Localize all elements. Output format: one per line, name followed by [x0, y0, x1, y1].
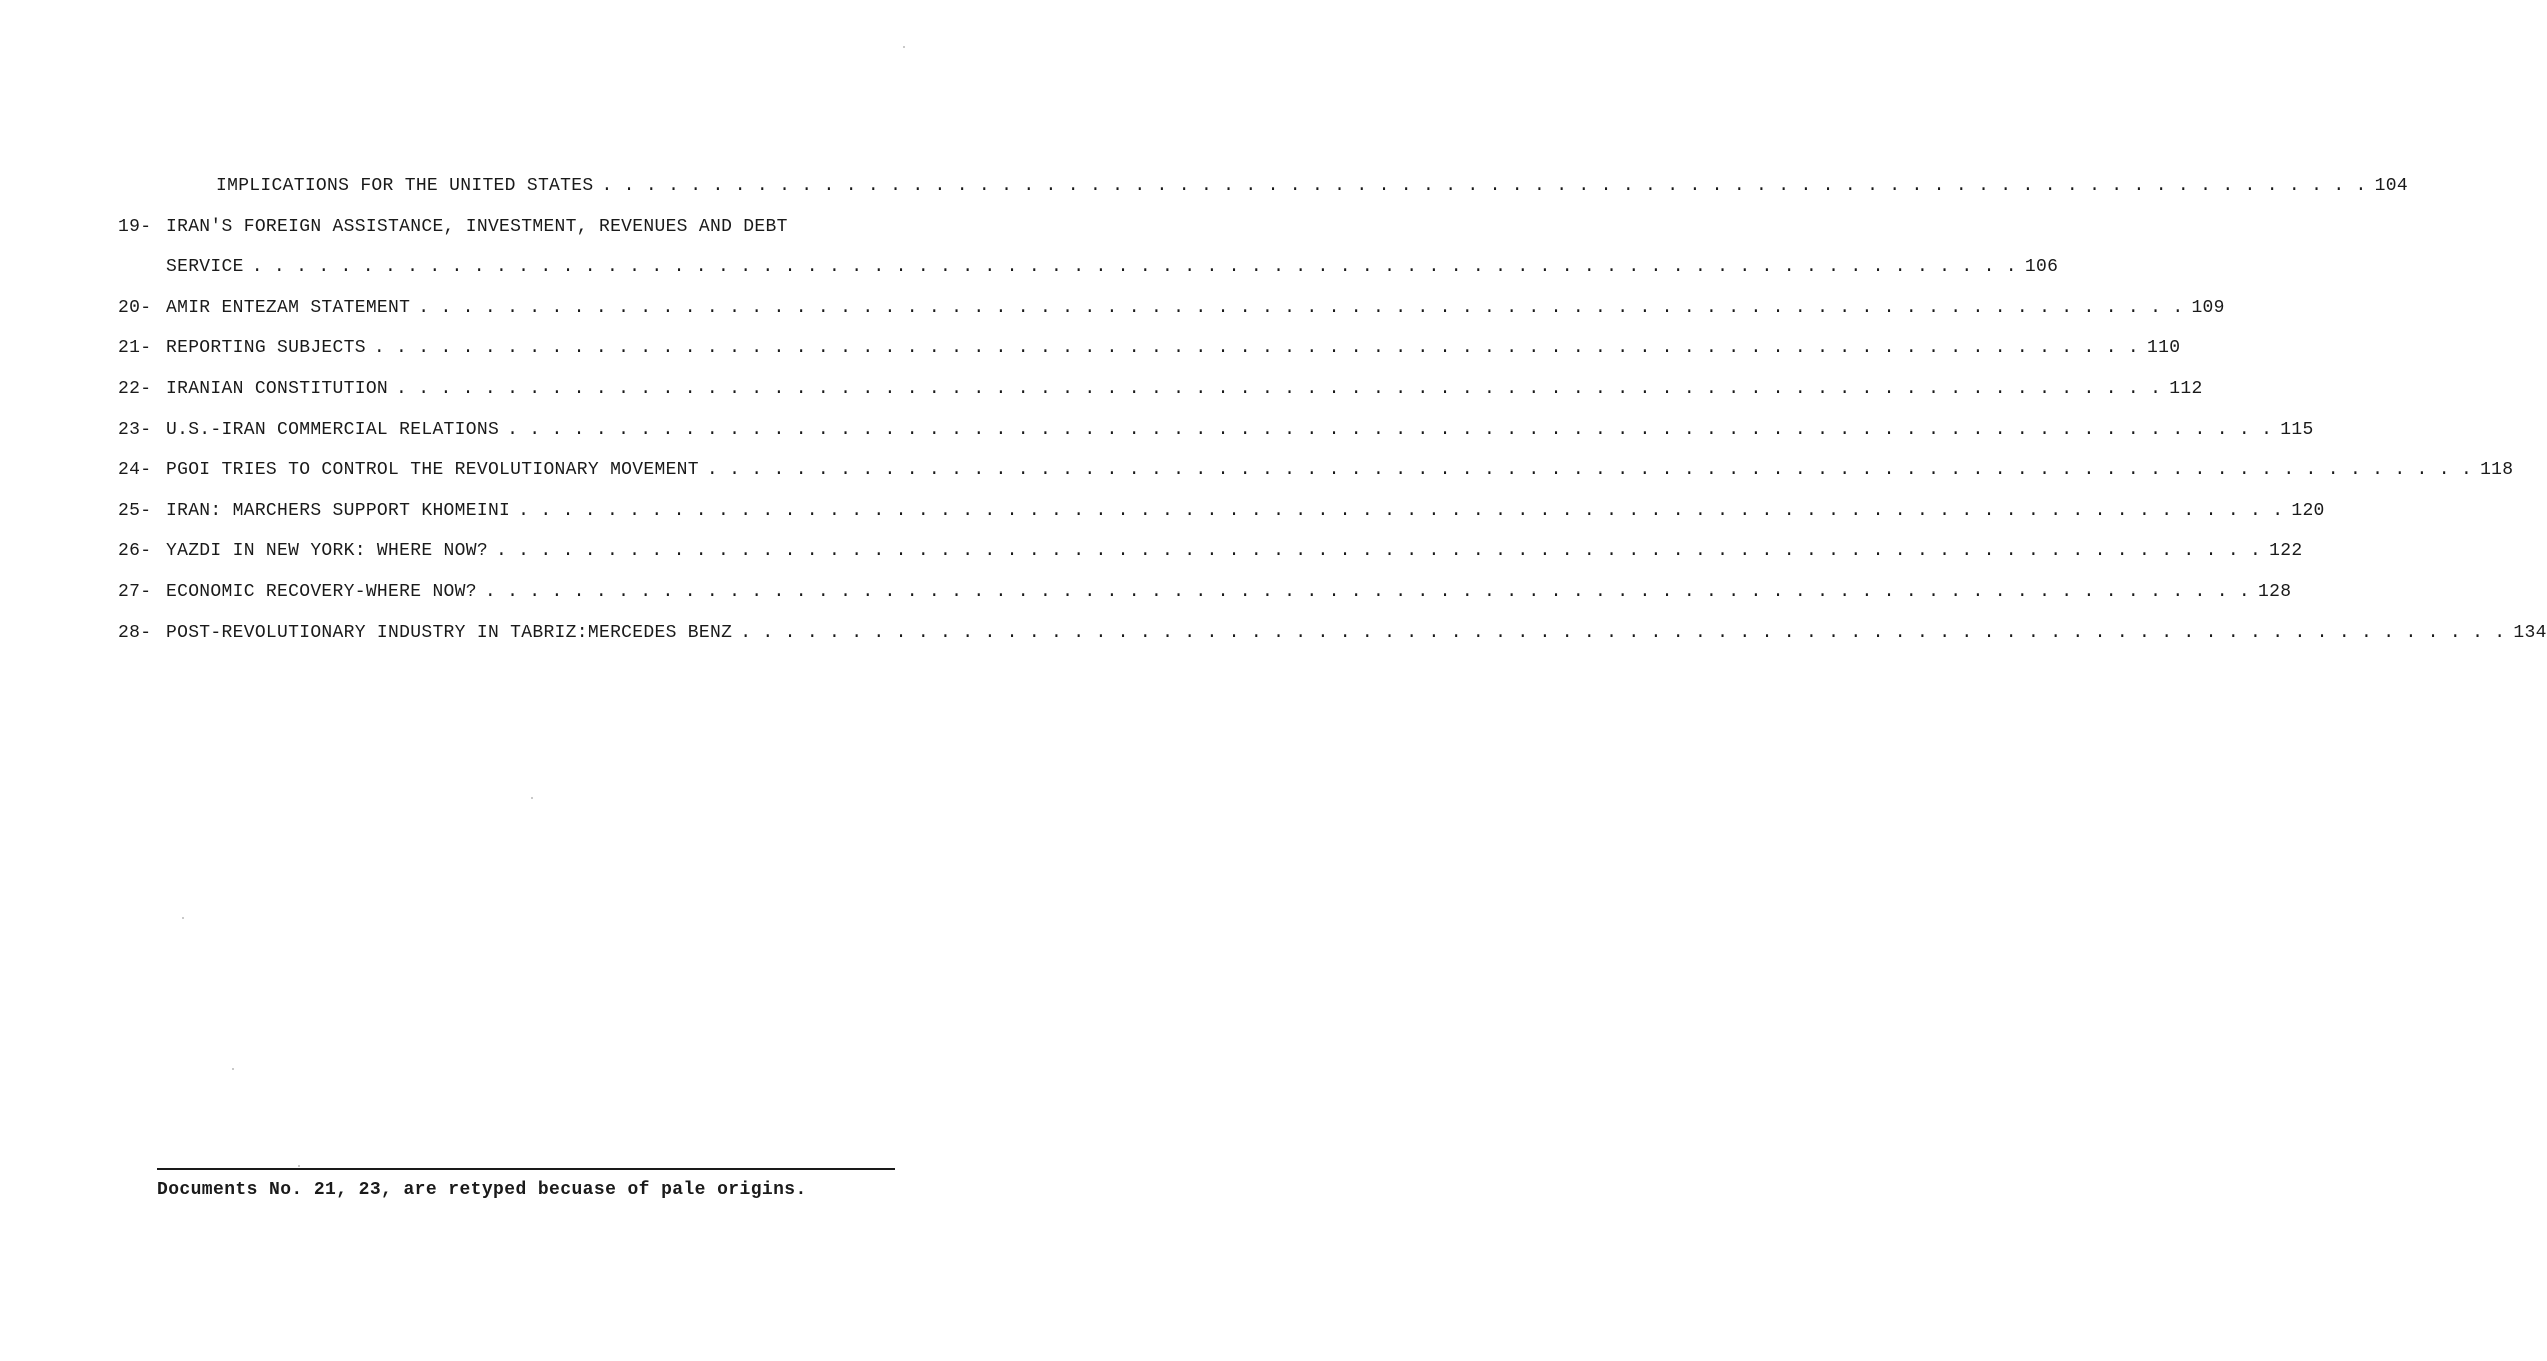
toc-entry-title: IRAN: MARCHERS SUPPORT KHOMEINI — [166, 500, 511, 521]
toc-dot-leader: . . . . . . . . . . . . . . . . . . . . . . . . . . . . . . . . . . . . . . . . . . . . . . . . . . . . . . . . . . . . . . . . . . . . . . . . . . . . . . . . — [740, 622, 2506, 643]
toc-dot-leader: . . . . . . . . . . . . . . . . . . . . . . . . . . . . . . . . . . . . . . . . . . . . . . . . . . . . . . . . . . . . . . . . . . . . . . . . . . . . . . . . — [251, 257, 2017, 278]
toc-entry-number: 25- — [118, 500, 152, 521]
toc-entry-page-number: 110 — [2147, 338, 2181, 359]
toc-dot-leader: . . . . . . . . . . . . . . . . . . . . . . . . . . . . . . . . . . . . . . . . . . . . . . . . . . . . . . . . . . . . . . . . . . . . . . . . . . . . . . . . — [418, 297, 2184, 318]
toc-entry-page-number: 109 — [2191, 297, 2225, 318]
toc-dot-leader: . . . . . . . . . . . . . . . . . . . . . . . . . . . . . . . . . . . . . . . . . . . . . . . . . . . . . . . . . . . . . . . . . . . . . . . . . . . . . . . . — [601, 176, 2367, 196]
toc-entry — [118, 288, 2225, 329]
toc-dot-leader: . . . . . . . . . . . . . . . . . . . . . . . . . . . . . . . . . . . . . . . . . . . . . . . . . . . . . . . . . . . . . . . . . . . . . . . . . . . . . . . . — [495, 541, 2262, 562]
toc-entry-page-number: 104 — [2374, 176, 2408, 196]
toc-dot-leader: . . . . . . . . . . . . . . . . . . . . . . . . . . . . . . . . . . . . . . . . . . . . . . . . . . . . . . . . . . . . . . . . . . . . . . . . . . . . . . . . — [373, 338, 2140, 359]
toc-entry-page-number: 118 — [2480, 460, 2514, 481]
toc-entry — [118, 247, 2059, 288]
footnote-text: Documents No. 21, 23, are retyped becuase of pale origins. — [157, 1180, 807, 1200]
table-of-contents — [118, 166, 2547, 653]
toc-entry-title: AMIR ENTEZAM STATEMENT — [166, 297, 411, 318]
toc-entry-number: 26- — [118, 541, 152, 562]
toc-entry-title: IRAN'S FOREIGN ASSISTANCE, INVESTMENT, REVENUES AND DEBT — [166, 216, 788, 237]
toc-entry-page-number: 120 — [2291, 500, 2325, 521]
toc-entry-title: POST-REVOLUTIONARY INDUSTRY IN TABRIZ:MERCEDES BENZ — [166, 622, 733, 643]
toc-entry — [118, 613, 2547, 654]
toc-entry-page-number: 112 — [2169, 378, 2203, 399]
toc-entry — [118, 491, 2325, 532]
toc-entry-number: 28- — [118, 622, 152, 643]
scan-speck — [531, 797, 533, 799]
toc-dot-leader: . . . . . . . . . . . . . . . . . . . . . . . . . . . . . . . . . . . . . . . . . . . . . . . . . . . . . . . . . . . . . . . . . . . . . . . . . . . . . . . . — [396, 378, 2162, 399]
toc-entry-title: U.S.-IRAN COMMERCIAL RELATIONS — [166, 419, 500, 440]
toc-entry-title: ECONOMIC RECOVERY-WHERE NOW? — [166, 581, 477, 602]
toc-entry-title: IMPLICATIONS FOR THE UNITED STATES — [216, 176, 594, 196]
toc-entry-number: 24- — [118, 460, 152, 481]
toc-entry-page-number: 115 — [2280, 419, 2314, 440]
toc-entry — [118, 531, 2303, 572]
scan-speck — [182, 917, 184, 919]
scan-speck — [298, 1165, 300, 1167]
toc-entry-number: 27- — [118, 581, 152, 602]
toc-entry-number: 22- — [118, 378, 152, 399]
toc-dot-leader: . . . . . . . . . . . . . . . . . . . . . . . . . . . . . . . . . . . . . . . . . . . . . . . . . . . . . . . . . . . . . . . . . . . . . . . . . . . . . . . . — [518, 500, 2284, 521]
toc-entry-title: SERVICE — [166, 257, 244, 278]
toc-entry — [118, 572, 2292, 613]
toc-entry — [118, 369, 2203, 410]
toc-dot-leader: . . . . . . . . . . . . . . . . . . . . . . . . . . . . . . . . . . . . . . . . . . . . . . . . . . . . . . . . . . . . . . . . . . . . . . . . . . . . . . . . — [484, 581, 2251, 602]
toc-entry — [118, 328, 2181, 369]
toc-entry-number: 21- — [118, 338, 152, 359]
scan-speck — [903, 46, 905, 48]
toc-dot-leader: . . . . . . . . . . . . . . . . . . . . . . . . . . . . . . . . . . . . . . . . . . . . . . . . . . . . . . . . . . . . . . . . . . . . . . . . . . . . . . . . — [706, 460, 2473, 481]
toc-entry-title: YAZDI IN NEW YORK: WHERE NOW? — [166, 541, 488, 562]
toc-entry — [118, 450, 2514, 491]
toc-entry-page-number: 122 — [2269, 541, 2303, 562]
scan-speck — [232, 1068, 234, 1070]
toc-entry — [118, 410, 2314, 451]
toc-entry-number: 20- — [118, 297, 152, 318]
toc-entry — [118, 166, 2408, 207]
footnote-rule — [157, 1168, 895, 1170]
toc-entry-number: 23- — [118, 419, 152, 440]
toc-entry-page-number: 128 — [2258, 581, 2292, 602]
toc-entry — [118, 207, 888, 248]
toc-entry-title: PGOI TRIES TO CONTROL THE REVOLUTIONARY MOVEMENT — [166, 460, 699, 481]
toc-dot-leader: . . . . . . . . . . . . . . . . . . . . . . . . . . . . . . . . . . . . . . . . . . . . . . . . . . . . . . . . . . . . . . . . . . . . . . . . . . . . . . . . — [507, 419, 2273, 440]
toc-entry-number: 19- — [118, 216, 152, 237]
toc-entry-page-number: 134 — [2513, 622, 2547, 643]
toc-entry-title: IRANIAN CONSTITUTION — [166, 378, 389, 399]
toc-entry-page-number: 106 — [2024, 257, 2059, 278]
toc-entry-title: REPORTING SUBJECTS — [166, 338, 366, 359]
